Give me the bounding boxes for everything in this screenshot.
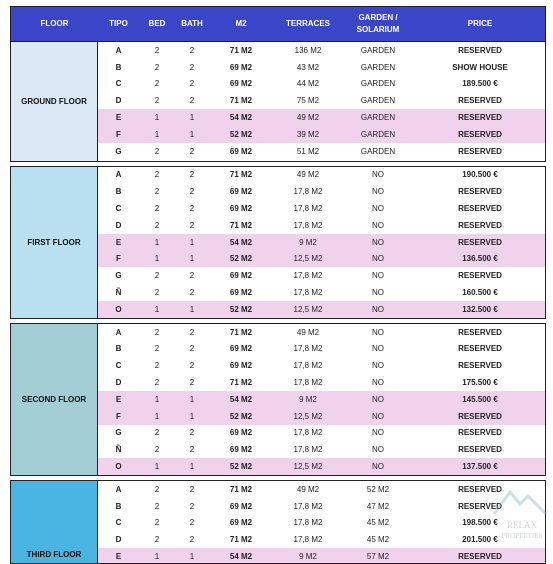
cell-price: RESERVED xyxy=(458,344,502,354)
cell-m2: 69 M2 xyxy=(229,187,253,197)
table-row xyxy=(98,234,545,251)
cell-terraces: 17,8 M2 xyxy=(293,378,323,388)
table-row xyxy=(98,92,545,109)
cell-m2: 54 M2 xyxy=(229,113,253,123)
cell-price: RESERVED xyxy=(458,96,502,106)
table-row xyxy=(98,441,545,458)
cell-price: RESERVED xyxy=(458,552,502,562)
cell-garden: 45 M2 xyxy=(366,518,390,528)
cell-tipo: B xyxy=(115,187,122,197)
cell-tipo: D xyxy=(115,535,122,545)
cell-bath: 2 xyxy=(189,518,195,528)
cell-price: 175.500 € xyxy=(462,378,498,388)
floor-section xyxy=(10,480,546,564)
cell-bath: 1 xyxy=(189,129,195,139)
cell-bed: 2 xyxy=(154,187,160,197)
cell-price: RESERVED xyxy=(458,45,502,55)
cell-m2: 52 M2 xyxy=(229,411,253,421)
floor-section xyxy=(10,42,546,162)
cell-bed: 1 xyxy=(154,129,160,139)
logo-text-relax: RELAX xyxy=(507,520,537,530)
table-row xyxy=(98,515,545,532)
cell-price: RESERVED xyxy=(458,501,502,511)
cell-price: RESERVED xyxy=(458,204,502,214)
cell-tipo: F xyxy=(116,411,121,421)
cell-m2: 71 M2 xyxy=(229,45,253,55)
cell-terraces: 17,8 M2 xyxy=(293,518,323,528)
cell-bath: 1 xyxy=(189,462,195,472)
cell-tipo: O xyxy=(115,462,122,472)
cell-tipo: C xyxy=(115,518,122,528)
logo-text-properties: PROPERTIES xyxy=(501,532,543,540)
cell-garden: NO xyxy=(372,361,384,371)
table-row xyxy=(98,324,545,341)
cell-terraces: 9 M2 xyxy=(299,394,317,404)
cell-m2: 52 M2 xyxy=(229,254,253,264)
cell-tipo: C xyxy=(115,79,122,89)
cell-price: RESERVED xyxy=(458,445,502,455)
floor-label: SECOND FLOOR xyxy=(11,324,98,475)
cell-bath: 2 xyxy=(189,187,195,197)
header-garden-line2: SOLARIUM xyxy=(356,25,400,34)
cell-m2: 69 M2 xyxy=(229,62,253,72)
cell-terraces: 44 M2 xyxy=(296,79,320,89)
cell-terraces: 9 M2 xyxy=(299,552,317,562)
cell-m2: 69 M2 xyxy=(229,428,253,438)
cell-bath: 1 xyxy=(189,237,195,247)
cell-bath: 2 xyxy=(189,501,195,511)
cell-terraces: 49 M2 xyxy=(296,484,320,494)
cell-terraces: 17,8 M2 xyxy=(293,288,323,298)
cell-garden: NO xyxy=(372,254,384,264)
table-row xyxy=(98,126,545,143)
cell-garden: NO xyxy=(372,445,384,455)
header-price: PRICE xyxy=(467,19,493,28)
table-row xyxy=(98,548,545,564)
table-row xyxy=(98,183,545,200)
cell-price: 189.500 € xyxy=(462,79,498,89)
cell-garden: NO xyxy=(372,204,384,214)
cell-m2: 71 M2 xyxy=(229,484,253,494)
table-row xyxy=(98,374,545,391)
cell-terraces: 17,8 M2 xyxy=(293,344,323,354)
table-row xyxy=(98,217,545,234)
cell-garden: NO xyxy=(372,288,384,298)
table-row xyxy=(98,200,545,217)
cell-terraces: 17,8 M2 xyxy=(293,271,323,281)
table-row xyxy=(98,341,545,358)
cell-price: RESERVED xyxy=(458,327,502,337)
cell-garden: NO xyxy=(372,304,384,314)
table-row xyxy=(98,408,545,425)
cell-bed: 2 xyxy=(154,327,160,337)
cell-bed: 2 xyxy=(154,288,160,298)
cell-price: 137.500 € xyxy=(462,462,498,472)
header-garden-solarium xyxy=(343,7,413,41)
cell-price: RESERVED xyxy=(458,129,502,139)
cell-garden: GARDEN xyxy=(360,79,396,89)
price-list-table xyxy=(10,6,546,564)
cell-m2: 69 M2 xyxy=(229,344,253,354)
cell-bed: 2 xyxy=(154,146,160,156)
cell-bath: 2 xyxy=(189,271,195,281)
cell-garden: NO xyxy=(372,271,384,281)
header-bed: BED xyxy=(148,19,166,28)
table-row xyxy=(98,59,545,76)
cell-tipo: A xyxy=(115,484,122,494)
floor-section xyxy=(10,323,546,476)
cell-terraces: 17,8 M2 xyxy=(293,204,323,214)
logo-mountain-icon xyxy=(488,482,553,542)
cell-terraces: 17,8 M2 xyxy=(293,501,323,511)
cell-bath: 2 xyxy=(189,378,195,388)
cell-bed: 1 xyxy=(154,462,160,472)
cell-terraces: 75 M2 xyxy=(296,96,320,106)
table-row xyxy=(98,42,545,59)
cell-bath: 1 xyxy=(189,552,195,562)
cell-price: RESERVED xyxy=(458,428,502,438)
cell-m2: 71 M2 xyxy=(229,170,253,180)
cell-price: 201.500 € xyxy=(462,535,498,545)
cell-m2: 71 M2 xyxy=(229,327,253,337)
table-row xyxy=(98,357,545,374)
cell-bath: 2 xyxy=(189,170,195,180)
cell-bed: 2 xyxy=(154,62,160,72)
cell-bed: 1 xyxy=(154,304,160,314)
cell-bath: 2 xyxy=(189,62,195,72)
cell-garden: NO xyxy=(372,344,384,354)
cell-bath: 1 xyxy=(189,113,195,123)
cell-garden: NO xyxy=(372,187,384,197)
cell-price: RESERVED xyxy=(458,484,502,494)
cell-tipo: G xyxy=(115,271,122,281)
cell-garden: GARDEN xyxy=(360,113,396,123)
table-row xyxy=(98,531,545,548)
cell-tipo: C xyxy=(115,204,122,214)
cell-bath: 2 xyxy=(189,288,195,298)
cell-tipo: O xyxy=(115,304,122,314)
cell-tipo: Ñ xyxy=(115,445,122,455)
cell-garden: NO xyxy=(372,170,384,180)
cell-bed: 2 xyxy=(154,79,160,89)
cell-m2: 69 M2 xyxy=(229,361,253,371)
cell-bed: 2 xyxy=(154,378,160,388)
cell-price: 136.500 € xyxy=(462,254,498,264)
cell-terraces: 136 M2 xyxy=(294,45,322,55)
cell-price: 145.500 € xyxy=(462,394,498,404)
cell-m2: 69 M2 xyxy=(229,146,253,156)
cell-garden: 57 M2 xyxy=(366,552,390,562)
cell-bath: 2 xyxy=(189,220,195,230)
cell-m2: 71 M2 xyxy=(229,96,253,106)
cell-terraces: 17,8 M2 xyxy=(293,535,323,545)
table-row xyxy=(98,301,545,318)
cell-bed: 2 xyxy=(154,45,160,55)
cell-garden: NO xyxy=(372,220,384,230)
cell-bed: 2 xyxy=(154,96,160,106)
cell-bed: 2 xyxy=(154,501,160,511)
cell-terraces: 51 M2 xyxy=(296,146,320,156)
cell-garden: GARDEN xyxy=(360,62,396,72)
cell-bath: 2 xyxy=(189,79,195,89)
cell-garden: NO xyxy=(372,394,384,404)
cell-tipo: B xyxy=(115,501,122,511)
cell-m2: 69 M2 xyxy=(229,271,253,281)
table-row xyxy=(98,284,545,301)
cell-tipo: E xyxy=(115,237,122,247)
cell-m2: 69 M2 xyxy=(229,204,253,214)
cell-m2: 71 M2 xyxy=(229,220,253,230)
cell-garden: NO xyxy=(372,428,384,438)
cell-bath: 2 xyxy=(189,428,195,438)
cell-price: 190.500 € xyxy=(462,170,498,180)
cell-price: 198.500 € xyxy=(462,518,498,528)
cell-terraces: 17,8 M2 xyxy=(293,220,323,230)
table-row xyxy=(98,76,545,93)
cell-terraces: 12,5 M2 xyxy=(293,254,323,264)
cell-bath: 2 xyxy=(189,445,195,455)
cell-price: RESERVED xyxy=(458,361,502,371)
cell-tipo: F xyxy=(116,129,121,139)
cell-terraces: 12,5 M2 xyxy=(293,411,323,421)
cell-tipo: Ñ xyxy=(115,288,122,298)
cell-tipo: E xyxy=(115,394,122,404)
table-row xyxy=(98,143,545,160)
cell-bath: 2 xyxy=(189,327,195,337)
cell-price: RESERVED xyxy=(458,237,502,247)
cell-bed: 2 xyxy=(154,518,160,528)
header-m2: M2 xyxy=(235,19,247,28)
cell-bed: 2 xyxy=(154,170,160,180)
cell-tipo: B xyxy=(115,344,122,354)
cell-m2: 69 M2 xyxy=(229,501,253,511)
cell-price: RESERVED xyxy=(458,411,502,421)
cell-bed: 2 xyxy=(154,361,160,371)
cell-bath: 2 xyxy=(189,344,195,354)
cell-terraces: 17,8 M2 xyxy=(293,445,323,455)
cell-price: RESERVED xyxy=(458,271,502,281)
cell-price: RESERVED xyxy=(458,113,502,123)
cell-bath: 1 xyxy=(189,411,195,421)
cell-bath: 1 xyxy=(189,394,195,404)
cell-garden: 45 M2 xyxy=(366,535,390,545)
table-row xyxy=(98,251,545,268)
header-bath: BATH xyxy=(181,19,203,28)
floor-label: GROUND FLOOR xyxy=(11,42,98,161)
cell-bed: 2 xyxy=(154,220,160,230)
cell-bath: 2 xyxy=(189,204,195,214)
cell-terraces: 17,8 M2 xyxy=(293,187,323,197)
cell-bed: 2 xyxy=(154,535,160,545)
cell-m2: 71 M2 xyxy=(229,535,253,545)
cell-bed: 1 xyxy=(154,552,160,562)
cell-terraces: 49 M2 xyxy=(296,170,320,180)
cell-garden: GARDEN xyxy=(360,146,396,156)
cell-price: 132.500 € xyxy=(462,304,498,314)
cell-bed: 1 xyxy=(154,254,160,264)
cell-bath: 1 xyxy=(189,304,195,314)
cell-m2: 69 M2 xyxy=(229,79,253,89)
cell-garden: NO xyxy=(372,378,384,388)
cell-m2: 69 M2 xyxy=(229,445,253,455)
cell-tipo: A xyxy=(115,327,122,337)
cell-m2: 52 M2 xyxy=(229,129,253,139)
floor-label: THIRD FLOOR xyxy=(11,481,98,563)
cell-garden: NO xyxy=(372,237,384,247)
cell-tipo: B xyxy=(115,62,122,72)
cell-terraces: 49 M2 xyxy=(296,113,320,123)
cell-m2: 54 M2 xyxy=(229,552,253,562)
table-row xyxy=(98,498,545,515)
cell-tipo: D xyxy=(115,96,122,106)
cell-bath: 2 xyxy=(189,361,195,371)
cell-bath: 2 xyxy=(189,45,195,55)
table-row xyxy=(98,391,545,408)
cell-m2: 54 M2 xyxy=(229,394,253,404)
cell-bed: 2 xyxy=(154,484,160,494)
cell-bath: 2 xyxy=(189,535,195,545)
cell-garden: 52 M2 xyxy=(366,484,390,494)
cell-tipo: A xyxy=(115,45,122,55)
cell-tipo: D xyxy=(115,220,122,230)
cell-tipo: E xyxy=(115,113,122,123)
cell-terraces: 43 M2 xyxy=(296,62,320,72)
cell-bath: 2 xyxy=(189,146,195,156)
cell-terraces: 39 M2 xyxy=(296,129,320,139)
cell-bed: 2 xyxy=(154,271,160,281)
cell-terraces: 12,5 M2 xyxy=(293,304,323,314)
cell-bed: 2 xyxy=(154,204,160,214)
cell-price: RESERVED xyxy=(458,187,502,197)
cell-tipo: C xyxy=(115,361,122,371)
header-terraces: TERRACES xyxy=(285,19,330,28)
table-header xyxy=(10,6,546,42)
cell-tipo: D xyxy=(115,378,122,388)
cell-m2: 52 M2 xyxy=(229,304,253,314)
cell-bath: 1 xyxy=(189,254,195,264)
cell-tipo: A xyxy=(115,170,122,180)
cell-price: RESERVED xyxy=(458,220,502,230)
table-row xyxy=(98,458,545,475)
floor-sections xyxy=(10,42,546,564)
relax-properties-logo xyxy=(488,482,553,542)
cell-bed: 1 xyxy=(154,237,160,247)
cell-tipo: G xyxy=(115,428,122,438)
cell-garden: NO xyxy=(372,462,384,472)
cell-tipo: G xyxy=(115,146,122,156)
cell-bed: 1 xyxy=(154,113,160,123)
table-row xyxy=(98,109,545,126)
cell-tipo: F xyxy=(116,254,121,264)
cell-m2: 71 M2 xyxy=(229,378,253,388)
cell-bed: 2 xyxy=(154,428,160,438)
cell-bed: 2 xyxy=(154,344,160,354)
cell-garden: GARDEN xyxy=(360,45,396,55)
cell-terraces: 9 M2 xyxy=(299,237,317,247)
cell-garden: NO xyxy=(372,411,384,421)
table-row xyxy=(98,167,545,184)
cell-m2: 54 M2 xyxy=(229,237,253,247)
floor-section xyxy=(10,166,546,319)
cell-price: 160.500 € xyxy=(462,288,498,298)
table-row xyxy=(98,425,545,442)
cell-terraces: 17,8 M2 xyxy=(293,361,323,371)
table-row xyxy=(98,267,545,284)
cell-m2: 69 M2 xyxy=(229,288,253,298)
cell-garden: GARDEN xyxy=(360,129,396,139)
cell-price: SHOW HOUSE xyxy=(452,62,508,72)
cell-bed: 2 xyxy=(154,445,160,455)
cell-terraces: 17,8 M2 xyxy=(293,428,323,438)
cell-bed: 1 xyxy=(154,394,160,404)
header-floor: FLOOR xyxy=(40,19,69,28)
table-row xyxy=(98,481,545,498)
cell-tipo: E xyxy=(115,552,122,562)
cell-garden: GARDEN xyxy=(360,96,396,106)
cell-m2: 69 M2 xyxy=(229,518,253,528)
cell-bath: 2 xyxy=(189,96,195,106)
cell-terraces: 12,5 M2 xyxy=(293,462,323,472)
cell-bed: 1 xyxy=(154,411,160,421)
cell-terraces: 49 M2 xyxy=(296,327,320,337)
cell-m2: 52 M2 xyxy=(229,462,253,472)
header-garden-line1: GARDEN / xyxy=(358,13,398,22)
cell-price: RESERVED xyxy=(458,146,502,156)
cell-bath: 2 xyxy=(189,484,195,494)
header-tipo: TIPO xyxy=(109,19,128,28)
cell-garden: 47 M2 xyxy=(366,501,390,511)
floor-label: FIRST FLOOR xyxy=(11,167,98,318)
cell-garden: NO xyxy=(372,327,384,337)
